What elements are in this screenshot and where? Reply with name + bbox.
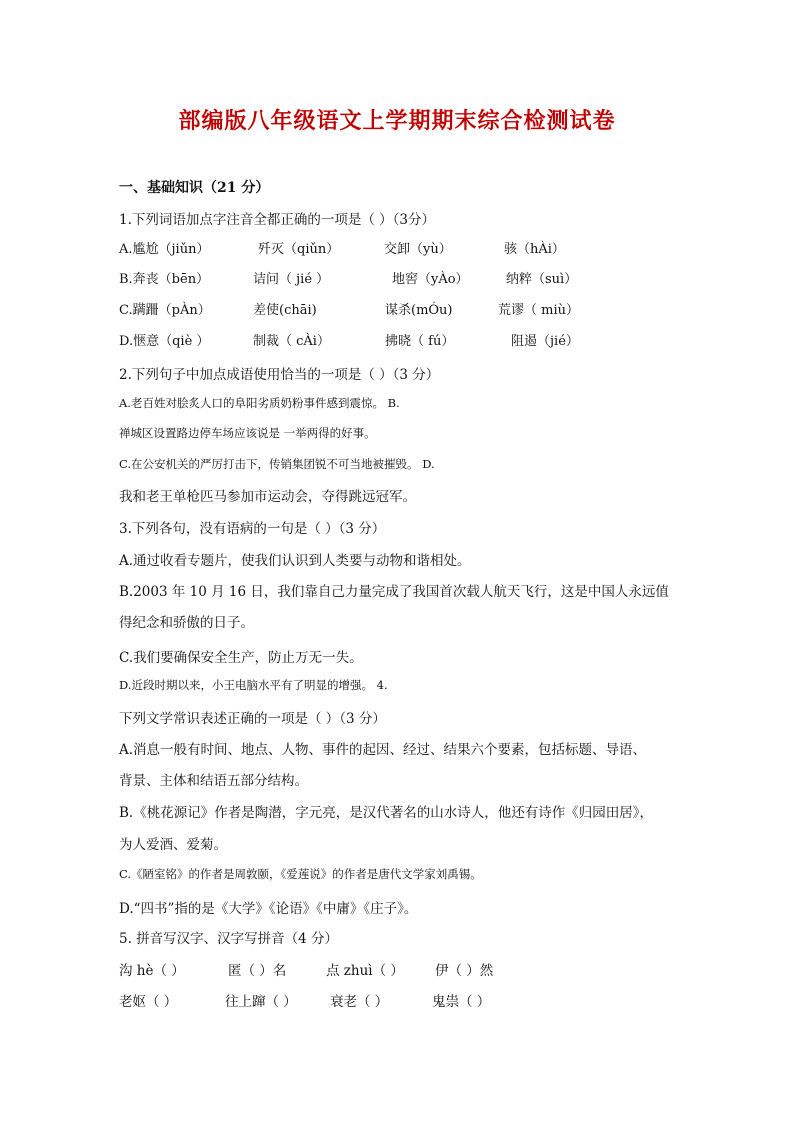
q1-b-word-1: B.奔丧（bēn）: [119, 272, 210, 287]
q2-option-d: 我和老王单枪匹马参加市运动会，夺得跳远冠军。: [119, 489, 416, 505]
q5-item-2: 匿（ ）名: [228, 963, 287, 979]
q4-option-b-line2: 为人爱酒、爱菊。: [119, 837, 227, 853]
q2-option-b: 禅城区设置路边停车场应该说是 一举两得的好事。: [119, 426, 376, 440]
q4-option-b-line1: B.《桃花源记》作者是陶潜，字元亮，是汉代著名的山水诗人，他还有诗作《归园田居》，: [119, 805, 653, 821]
q3-option-b-line2: 得纪念和骄傲的日子。: [119, 615, 254, 631]
q1-a-word-1: A.尴尬（jiǔn）: [119, 242, 210, 257]
q1-c-word-2: 差使(chāi): [253, 303, 317, 318]
q4-option-d: D.“四书”指的是《大学》《论语》《中庸》《庄子》。: [119, 901, 418, 917]
q1-b-word-2: 诘问（ jié ）: [253, 272, 330, 287]
question-4-stem: 下列文学常识表述正确的一项是（ ）（3 分）: [119, 711, 386, 727]
q1-a-word-3: 交卸（yù）: [384, 242, 452, 257]
exam-title: 部编版八年级语文上学期期末综合检测试卷: [178, 109, 616, 134]
q2-option-a: A.老百姓对脍炙人口的阜阳劣质奶粉事件感到震惊。 B.: [119, 396, 400, 410]
q3-option-c: C.我们要确保安全生产，防止万无一失。: [119, 650, 363, 666]
q5-item-7: 衰老（ ）: [330, 994, 389, 1010]
q5-item-6: 往上蹿（ ）: [225, 994, 297, 1010]
question-3-stem: 3.下列各句，没有语病的一句是（ ）（3 分）: [119, 521, 386, 537]
q1-d-word-4: 阻遏（jié）: [511, 334, 579, 349]
q4-option-a-line2: 背景、主体和结语五部分结构。: [119, 773, 308, 789]
q5-item-5: 老妪（ ）: [119, 994, 178, 1010]
q3-option-a: A.通过收看专题片，使我们认识到人类要与动物和谐相处。: [119, 553, 471, 569]
q1-b-word-4: 纳粹（suì）: [506, 272, 578, 287]
q5-item-8: 鬼祟（ ）: [432, 994, 491, 1010]
q5-item-3: 点 zhuì（ ）: [326, 963, 404, 979]
q1-c-word-4: 荒谬（ miù）: [498, 303, 579, 318]
q3-option-d: D.近段时期以来，小王电脑水平有了明显的增强。 4.: [119, 678, 388, 692]
q3-option-b-line1: B.2003 年 10 月 16 日，我们靠自己力量完成了我国首次载人航天飞行，这是中国人永远值: [119, 584, 669, 600]
q1-d-word-2: 制裁（ cÀi）: [253, 334, 330, 349]
q4-option-c: C.《陋室铭》的作者是周敦颐，《爱莲说》的作者是唐代文学家刘禹锡。: [119, 867, 482, 881]
question-5-stem: 5. 拼音写汉字、汉字写拼音（4 分）: [119, 931, 339, 947]
q1-d-word-3: 拂晓（ fú）: [385, 334, 455, 349]
section-heading: 一、基础知识（21 分）: [119, 180, 270, 196]
q5-item-4: 伊（ ）然: [435, 963, 494, 979]
question-2-stem: 2.下列句子中加点成语使用恰当的一项是（ ）（3 分）: [119, 367, 440, 383]
q1-a-word-4: 骇（hÀi）: [504, 242, 565, 257]
q1-c-word-1: C.蹒跚（pÀn）: [119, 303, 211, 318]
q1-c-word-3: 谋杀(mÓu): [385, 303, 453, 318]
q1-d-word-1: D.惬意（qiè ）: [119, 334, 210, 349]
q2-option-c: C.在公安机关的严厉打击下，传销集团锐不可当地被摧毁。 D.: [119, 457, 435, 471]
q5-item-1: 沟 hè（ ）: [119, 963, 185, 979]
q1-b-word-3: 地窖（yÀo）: [392, 272, 469, 287]
q1-a-word-2: 歼灭（qiǔn）: [258, 242, 340, 257]
question-1-stem: 1.下列词语加点字注音全都正确的一项是（ ）（3分）: [119, 212, 436, 228]
q4-option-a-line1: A.消息一般有时间、地点、人物、事件的起因、经过、结果六个要素，包括标题、导语、: [119, 742, 647, 758]
